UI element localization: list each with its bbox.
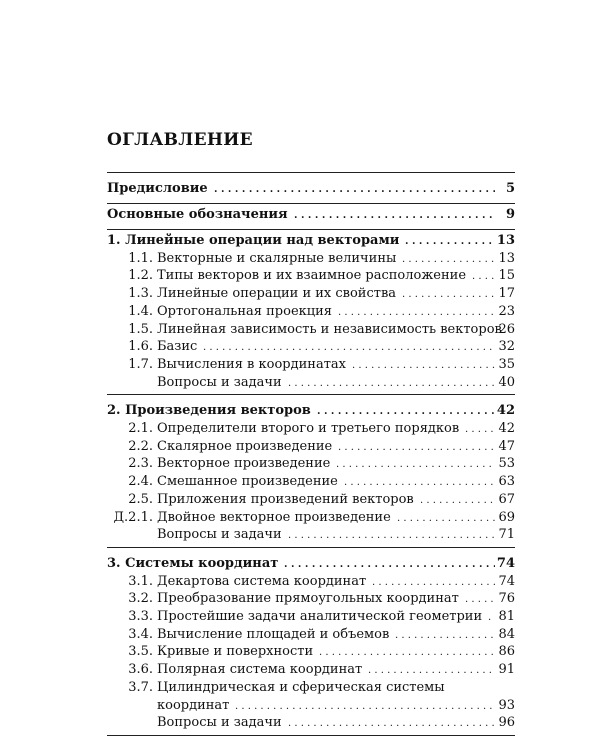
entry-number: 3.5. [128, 644, 153, 660]
entry-title: Предисловие [107, 181, 208, 196]
divider [107, 229, 515, 230]
toc-entry-section [0, 250, 600, 268]
toc-entry-section [0, 509, 600, 527]
entry-title: Линейная зависимость и независимость векторов [157, 321, 502, 337]
toc-entry-section [0, 714, 600, 732]
entry-title: Вопросы и задачи [157, 374, 282, 390]
toc-entry-section [0, 303, 600, 321]
entry-title: Смешанное произведение [157, 474, 338, 490]
entry-page: 74 [498, 573, 515, 589]
entry-title: Основные обозначения [107, 207, 288, 222]
entry-page: 76 [498, 591, 515, 607]
entry-number: 1.6. [128, 339, 153, 355]
toc-entry-section [0, 573, 600, 591]
entry-page: 5 [505, 181, 515, 196]
entry-page: 13 [498, 250, 515, 266]
entry-page: 40 [498, 374, 515, 390]
chapter-heading [0, 555, 600, 573]
entry-page: 13 [496, 233, 515, 248]
chapter-title: 2. Произведения векторов [107, 403, 311, 419]
entry-page: 23 [498, 303, 515, 319]
dot-leader [284, 555, 495, 573]
entry-number: 1.4. [128, 303, 153, 319]
entry-title: Базис [157, 339, 198, 355]
entry-title: Типы векторов и их взаимное расположение [157, 268, 467, 284]
dot-leader [336, 455, 495, 473]
entry-number: 2.4. [128, 474, 153, 490]
entry-title: Цилиндрическая и сферическая системы [157, 679, 445, 695]
entry-number: 1.7. [128, 356, 153, 372]
toc-entry-section [0, 643, 600, 661]
entry-page: 71 [498, 527, 515, 543]
entry-title: Вопросы и задачи [157, 715, 282, 731]
entry-page: 84 [498, 626, 515, 642]
chapter-heading [0, 402, 600, 420]
toc-entry-section [0, 338, 600, 356]
toc-entry-section [0, 526, 600, 544]
entry-number: Д.2.1. [113, 509, 153, 525]
divider [107, 547, 515, 548]
dot-leader [294, 206, 495, 224]
entry-title: Вычисления в координатах [157, 356, 346, 372]
toc-entry-section [0, 285, 600, 303]
entry-page: 63 [498, 474, 515, 490]
entry-title: Полярная система координат [157, 662, 363, 678]
entry-number: 3.6. [128, 662, 153, 678]
dot-leader [344, 473, 495, 491]
entry-number: 3.2. [128, 591, 153, 607]
entry-page: 47 [498, 438, 515, 454]
entry-title: Вычисление площадей и объемов [157, 626, 390, 642]
chapter-title: 3. Системы координат [107, 555, 279, 571]
entry-number: 2.3. [128, 456, 153, 472]
entry-title: Определители второго и третьего порядков [157, 421, 460, 436]
toc-entry-section [0, 679, 600, 697]
entry-page: 9 [505, 207, 515, 222]
entry-page: 96 [498, 715, 515, 731]
entry-number: 3.1. [128, 573, 153, 589]
entry-page: 69 [498, 509, 515, 525]
dot-leader [317, 402, 495, 420]
entry-page: 74 [496, 555, 515, 571]
dot-leader [288, 714, 495, 732]
entry-page: 35 [498, 356, 515, 372]
entry-number: 3.4. [128, 626, 153, 642]
entry-page: 42 [498, 421, 515, 436]
dot-leader [203, 338, 495, 356]
toc-entry-section [0, 661, 600, 679]
entry-title: координат [157, 697, 230, 713]
entry-number: 1.2. [128, 268, 153, 284]
entry-number: 1.3. [128, 286, 153, 302]
dot-leader [338, 438, 495, 456]
entry-title: Линейные операции и их свойства [157, 286, 397, 302]
toc-entry-section [0, 626, 600, 644]
toc-entry-section [0, 590, 600, 608]
entry-number: 2.2. [128, 438, 153, 454]
entry-number: 2.5. [128, 491, 153, 507]
entry-page: 67 [498, 491, 515, 507]
toc-entry-section [0, 473, 600, 491]
entry-page: 32 [498, 339, 515, 355]
entry-page: 15 [498, 268, 515, 284]
toc-entry-section [0, 455, 600, 473]
entry-title: Простейшие задачи аналитической геометрии [157, 609, 483, 624]
toc-entry-section [0, 267, 600, 285]
entry-page: 42 [496, 403, 515, 419]
entry-title: Двойное векторное произведение [157, 509, 391, 525]
toc-entry-section [0, 438, 600, 456]
toc-entry-intro [0, 206, 600, 224]
entry-number: 1.1. [128, 250, 153, 266]
toc-entry-section [0, 374, 600, 392]
entry-number: 1.5. [128, 321, 153, 337]
dot-leader [235, 697, 495, 715]
dot-leader [214, 180, 495, 198]
entry-page: 53 [498, 456, 515, 472]
entry-title: Приложения произведений векторов [157, 491, 414, 507]
entry-number: 3.7. [128, 679, 153, 695]
dot-leader [338, 303, 495, 321]
entry-title: Вопросы и задачи [157, 527, 282, 543]
toc-entry-intro [0, 180, 600, 198]
toc-entry-section-cont [0, 697, 600, 715]
divider [107, 172, 515, 173]
entry-page: 91 [498, 662, 515, 678]
dot-leader [288, 374, 495, 392]
toc-entry-section [0, 608, 600, 626]
divider [107, 394, 515, 395]
entry-page: 17 [498, 286, 515, 302]
entry-title: Кривые и поверхности [157, 644, 314, 660]
chapter-title: 1. Линейные операции над векторами [107, 233, 400, 248]
entry-title: Векторные и скалярные величины [157, 250, 397, 266]
toc-entry-section [0, 491, 600, 509]
divider [107, 203, 515, 204]
dot-leader [319, 643, 495, 661]
entry-title: Преобразование прямоугольных координат [157, 591, 459, 607]
entry-title: Векторное произведение [157, 456, 331, 472]
divider [107, 735, 515, 736]
dot-leader [288, 526, 495, 544]
entry-page: 93 [498, 697, 515, 713]
chapter-heading [0, 232, 600, 250]
toc-entry-section [0, 321, 600, 339]
entry-number: 3.3. [128, 609, 153, 624]
entry-page: 86 [498, 644, 515, 660]
entry-page: 81 [498, 609, 515, 624]
entry-title: Ортогональная проекция [157, 303, 332, 319]
entry-number: 2.1. [128, 421, 153, 436]
entry-page: 26 [498, 321, 515, 337]
entry-title: Декартова система координат [157, 573, 367, 589]
page-title: ОГЛАВЛЕНИЕ [107, 130, 253, 150]
entry-title: Скалярное произведение [157, 438, 333, 454]
toc-entry-section [0, 420, 600, 438]
toc-entry-section [0, 356, 600, 374]
